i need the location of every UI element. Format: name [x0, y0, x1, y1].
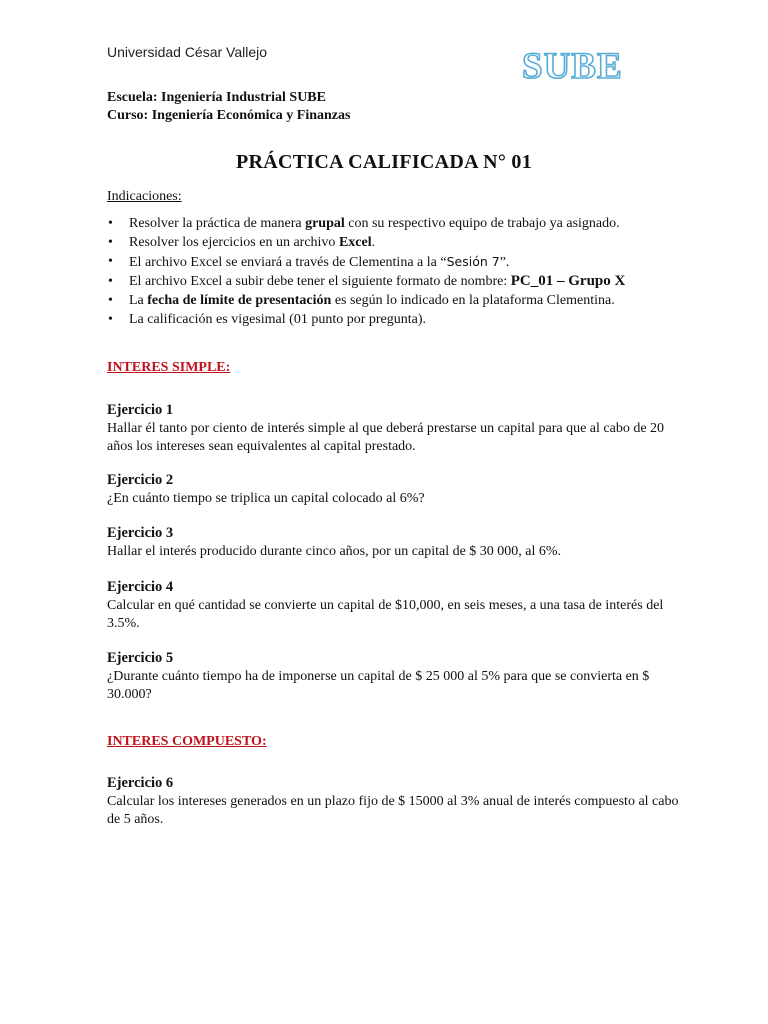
exercise-text: Hallar él tanto por ciento de interés simple al que deberá prestarse un capital para que al cabo de 20 años los intereses sean equivalentes al capital prestado.: [107, 421, 665, 454]
bullet-text: La calificación es vigesimal (01 punto por pregunta).: [129, 312, 427, 327]
bullet-text: Resolver la práctica de manera: [129, 216, 306, 231]
bullet-text: Resolver los ejercicios en un archivo: [129, 235, 339, 250]
bullet-text: .: [371, 235, 376, 250]
session-name: Sesión 7: [446, 254, 500, 269]
section-heading-compuesto: INTERES COMPUESTO:: [107, 734, 267, 749]
bullet-bold-text: grupal: [305, 216, 345, 231]
bullet-bold-text: fecha de límite de presentación: [147, 293, 332, 308]
bullet-bold-text: Excel: [338, 235, 372, 250]
exercise-title: Ejercicio 3: [107, 525, 174, 541]
exercise-3: [107, 524, 687, 561]
exercise-1: [107, 401, 687, 456]
exercise-title: Ejercicio 2: [107, 472, 174, 488]
bullet-text: La: [129, 293, 148, 308]
exercise-text: ¿En cuánto tiempo se triplica un capital colocado al 6%?: [107, 491, 425, 506]
list-item: [107, 291, 707, 310]
course-info: [107, 89, 350, 125]
list-item: [107, 272, 707, 291]
sube-logo: [520, 44, 644, 84]
list-item: [107, 214, 707, 233]
course-line: Curso: Ingeniería Económica y Finanzas: [107, 108, 351, 123]
bullet-text: es según lo indicado en la plataforma Clementina.: [331, 293, 615, 308]
section-heading-simple: INTERES SIMPLE:: [107, 360, 231, 375]
bullet-text: con su respectivo equipo de trabajo ya asignado.: [344, 216, 620, 231]
exercise-text: Calcular los intereses generados en un plazo fijo de $ 15000 al 3% anual de interés compuesto al cabo de 5 años.: [107, 794, 679, 827]
exercise-2: [107, 471, 687, 508]
exercise-title: Ejercicio 6: [107, 775, 174, 791]
exercise-text: Hallar el interés producido durante cinco años, por un capital de $ 30 000, al 6%.: [107, 544, 562, 559]
list-item: [107, 252, 707, 272]
school-line: Escuela: Ingeniería Industrial SUBE: [107, 90, 326, 105]
exercise-5: [107, 649, 687, 704]
exercise-6: [107, 774, 687, 829]
exercise-title: Ejercicio 4: [107, 579, 174, 595]
file-name-format: PC_01 – Grupo X: [510, 273, 626, 289]
exercise-text: ¿Durante cuánto tiempo ha de imponerse un capital de $ 25 000 al 5% para que se convierta en $ 30.000?: [107, 669, 650, 702]
exercise-text: Calcular en qué cantidad se convierte un capital de $10,000, en seis meses, a una tasa de interés del 3.5%.: [107, 598, 664, 631]
university-name: Universidad César Vallejo: [107, 44, 268, 60]
list-item: [107, 310, 707, 329]
exercise-title: Ejercicio 5: [107, 650, 174, 666]
exercise-4: [107, 578, 687, 633]
sube-logo-text: SUBE: [522, 46, 623, 84]
exercise-title: Ejercicio 1: [107, 402, 174, 418]
bullet-text: ”.: [499, 255, 510, 270]
bullet-text: El archivo Excel a subir debe tener el siguiente formato de nombre:: [129, 274, 511, 289]
indications-list: [107, 214, 707, 329]
indications-label: Indicaciones:: [107, 189, 182, 204]
list-item: [107, 233, 707, 252]
page-title: PRÁCTICA CALIFICADA N° 01: [235, 151, 533, 173]
bullet-text: El archivo Excel se enviará a través de Clementina a la “: [129, 255, 447, 270]
